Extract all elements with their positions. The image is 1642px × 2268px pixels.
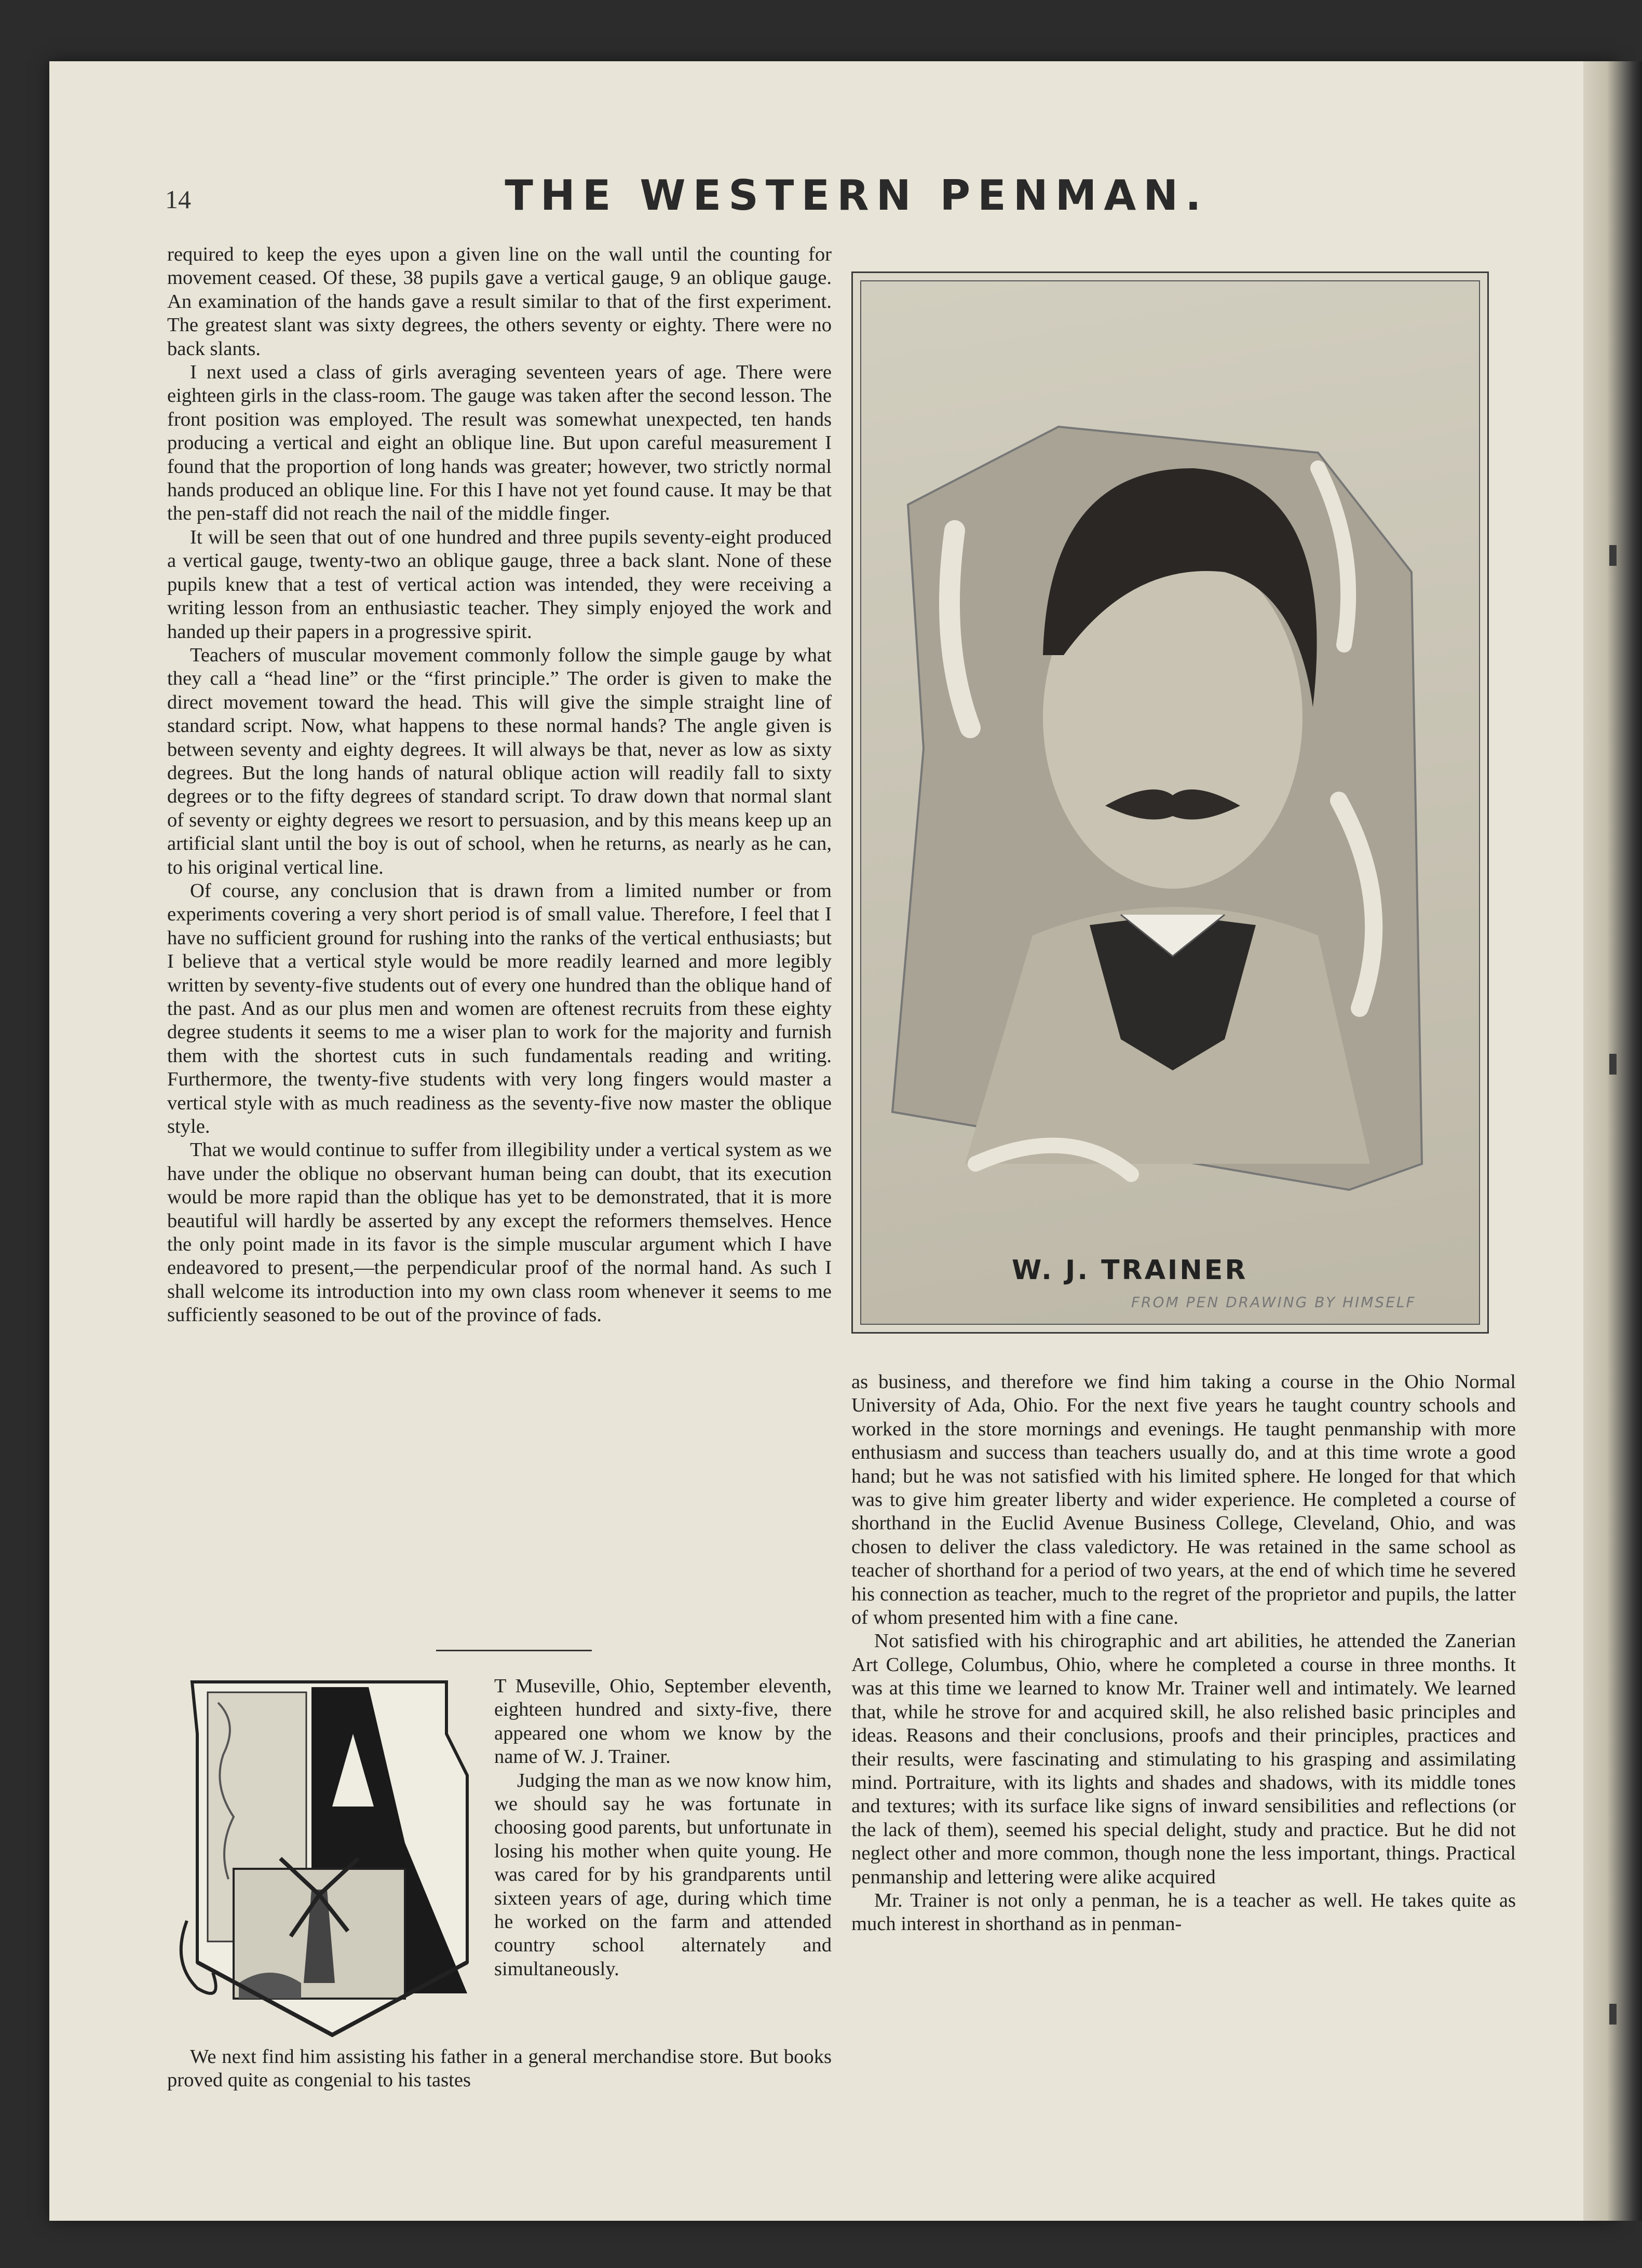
portrait-caption-credit: FROM PEN DRAWING BY HIMSELF	[1131, 1294, 1416, 1311]
paragraph: Teachers of muscular movement commonly follow the simple gauge by what they call a “head line” or the “first principle.” The order is given to make the direct movement toward the head. This will give the simple straight line of standard script. Now, what happens to these normal hands? The angle given is between seventy and eighty degrees. It will always be that, never as low as sixty degrees. But the long hands of natural oblique action will readily fall to sixty degrees or to the fifty degrees of standard script. To draw down that normal slant of seventy or eighty degrees we resort to persuasion, and by this means keep up an artificial slant until the boy is out of school, when he returns, as nearly as he can, to his original vertical line.	[167, 644, 832, 878]
paragraph: as business, and therefore we find him taking a course in the Ohio Normal University of Ada, Ohio. For the next five years he taught country schools and worked in the store mornings and evenings. He taught penmanship with more enthusiasm and success than teachers usually do, and at this time wrote a good hand; but he was not satisfied with his limited sphere. He longed for that which was to give him greater liberty and wider experience. He completed a course of shorthand in the Euclid Avenue Business College, Cleveland, Ohio, and was chosen to deliver the class valedictory. He was retained in the same school as teacher of shorthand for a period of two years, at the end of which time he severed his connection as teacher, much to the regret of the proprietor and pupils, the latter of whom presented him with a fine cane.	[851, 1371, 1516, 1629]
paragraph: That we would continue to suffer from illegibility under a vertical system as we have under the oblique no observant human being can doubt, that its execution would be more rapid than the oblique has yet to be demonstrated, that it is more beautiful will hardly be asserted by any except the reformers themselves. Hence the only point made in its favor is the simple muscular argument which I have endeavored to present,—the perpendicular proof of the normal hand. As such I shall welcome its introduction into my own class room whenever it seems to me sufficiently seasoned to be out of the province of fads.	[167, 1139, 832, 1326]
decorative-initial-illustration	[177, 1672, 483, 2045]
page-tab-mark	[1609, 545, 1617, 566]
paragraph: required to keep the eyes upon a given line on the wall until the counting for movement ceased. Of these, 38 pupils gave a vertical gauge, 9 an oblique gauge. An examination of the hands gave a result similar to that of the first experiment. The greatest slant was sixty degrees, the others seventy or eighty. There were no back slants.	[167, 243, 832, 360]
paragraph: Mr. Trainer is not only a penman, he is a teacher as well. He takes quite as much interest in shorthand as in penman-	[851, 1889, 1516, 1935]
windmill-initial-icon	[177, 1672, 483, 2045]
paragraph: It will be seen that out of one hundred and three pupils seventy-eight produced a vertical gauge, twenty-two an oblique gauge, three a back slant. None of these pupils knew that a test of vertical action was intended, they were receiving a writing lesson from an enthusiastic teacher. They simply enjoyed the work and handed up their papers in a progressive spirit.	[167, 526, 832, 643]
portrait-caption-name: W. J. TRAINER	[1012, 1255, 1248, 1286]
paragraph: We next find him assisting his father in a general merchandise store. But books proved quite as congenial to his tastes	[167, 2046, 832, 2092]
masthead-title: THE WESTERN PENMAN.	[505, 171, 1209, 220]
paragraph: T Museville, Ohio, September eleventh, eighteen hundred and sixty-five, there appeared one whom we know by the name of W. J. Trainer.	[494, 1675, 832, 1768]
man-portrait-icon	[861, 281, 1479, 1324]
paragraph: Of course, any conclusion that is drawn from a limited number or from experiments covering a very short period is of small value. Therefore, I feel that I have no sufficient ground for rushing into the ranks of the vertical enthusiasts; but I believe that a vertical style would be more readily learned and more legibly written by seventy-five students out of every one hundred than the oblique hand of the past. And as our plus men and women are oftenest recruits from these eighty degree students it seems to me a wiser plan to work for the majority and furnish them with the shortest cuts in such fundamentals reading and writing. Furthermore, the twenty-five students with very long fingers would master a vertical style with as much readiness as the seventy-five now master the oblique style.	[167, 879, 832, 1138]
page-tab-mark	[1609, 2004, 1617, 2025]
page-spine	[1583, 61, 1642, 2221]
paragraph: Judging the man as we now know him, we should say he was fortunate in choosing good parents, but unfortunate in losing his mother when quite young. He was cared for by his grandparents until sixteen years of age, during which time he worked on the farm and attended country school alternately and simultaneously.	[494, 1769, 832, 1980]
paragraph: I next used a class of girls averaging seventeen years of age. There were eighteen girls in the class-room. The gauge was taken after the second lesson. The front position was employed. The result was somewhat unexpected, ten hands producing a vertical and eight an oblique line. But upon careful measurement I found that the proportion of long hands was greater; however, two strictly normal hands produced an oblique line. For this I have not yet found cause. It may be that the pen-staff did not reach the nail of the middle finger.	[167, 361, 832, 525]
dropcap-column	[494, 1675, 832, 1981]
bottom-left-text	[167, 2045, 832, 2093]
page-tab-mark	[1609, 1054, 1617, 1075]
section-divider	[436, 1650, 592, 1651]
left-column	[167, 243, 832, 1327]
page-number: 14	[165, 185, 191, 214]
right-column	[851, 1370, 1516, 1936]
portrait-illustration	[851, 271, 1489, 1334]
portrait-image	[860, 280, 1480, 1325]
paragraph: Not satisfied with his chirographic and art abilities, he attended the Zanerian Art College, Columbus, Ohio, where he completed a course in three months. It was at this time we learned to know Mr. Trainer well and intimately. We learned that, while he strove for and acquired skill, he also relished basic principles and ideas. Reasons and their conclusions, proofs and their principles, practices and their results, were fascinating and stimulating to his grasping and assimilating mind. Portraiture, with its lights and shades and shadows, with its middle tones and textures; with its surface like signs of inward sensibilities and reflections (or the lack of them), seemed his special delight, study and practice. But he did not neglect other and more common, though none the less important, things. Practical penmanship and lettering were alike acquired	[851, 1630, 1516, 1888]
